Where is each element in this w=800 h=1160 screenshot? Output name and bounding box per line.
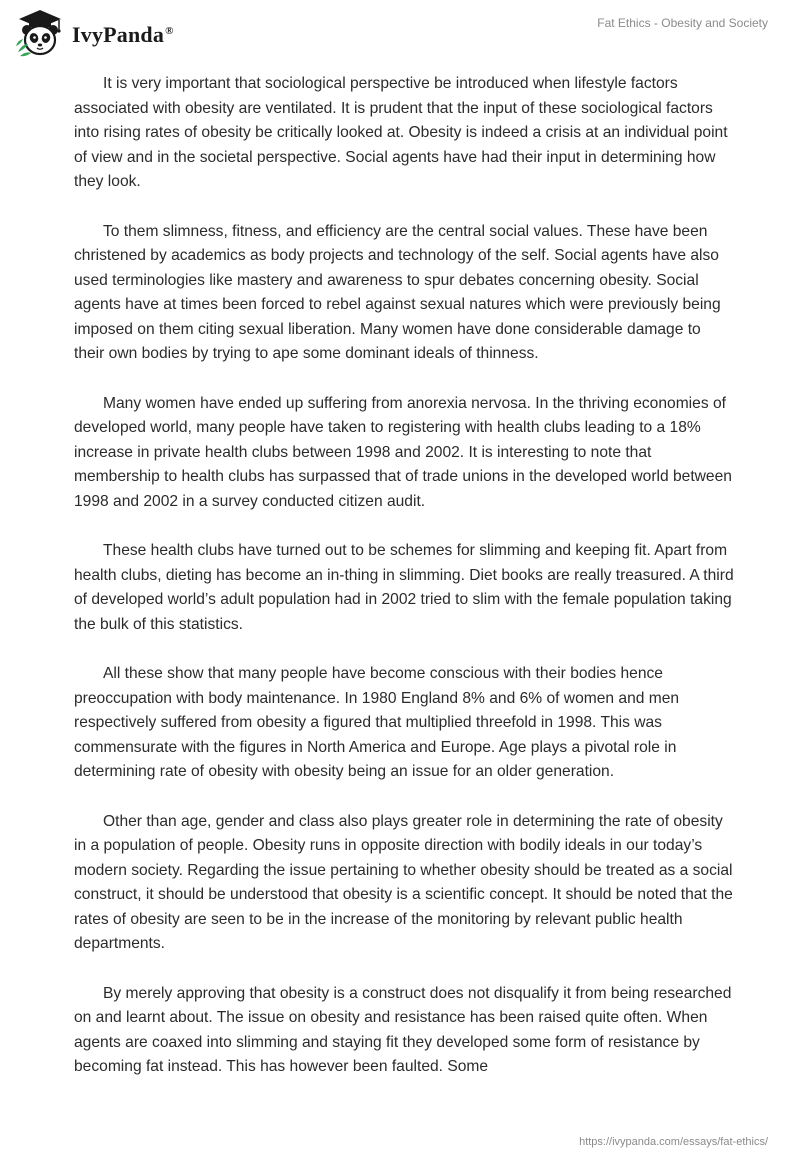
essay-paragraph: Other than age, gender and class also plays greater role in determining the rate of obesity in a population of people. Obesity runs in opposite direction with bodily ideals in our today’s modern society. Regarding the issue pertaining to whether obesity should be treated as a social construct, it should be understood that obesity is a scientific concept. It should be noted that the rates of obesity are seen to be in the increase of the monitoring by relevant public health departments. <box>74 812 733 952</box>
essay-paragraph: It is very important that sociological perspective be introduced when lifestyle factors associated with obesity are ventilated. It is prudent that the input of these sociological factors into rising rates of obesity be critically looked at. Obesity is indeed a crisis at an individual point of view and in the societal perspective. Social agents have had their input in determining how they look. <box>74 75 728 190</box>
panda-graduate-logo-icon <box>14 8 66 58</box>
essay-paragraph: To them slimness, fitness, and efficiency are the central social values. These have been christened by academics as body projects and technology of the self. Social agents have also used terminologies like mastery and awareness to spur debates concerning obesity. Social agents have at times been forced to rebel against sexual natures which were previously being imposed on them citing sexual liberation. Many women have done considerable damage to their own bodies by trying to ape some dominant ideals of thinness. <box>74 222 721 362</box>
essay-paragraph: By merely approving that obesity is a construct does not disqualify it from being researched on and learnt about. The issue on obesity and resistance has been raised quite often. When agents are coaxed into slimming and staying fit they developed some form of resistance by becoming fat instead. This has however been faulted. Some <box>74 984 732 1075</box>
essay-body <box>74 72 734 1105</box>
ivypanda-logo[interactable] <box>14 8 174 58</box>
brand-text: IvyPanda <box>72 22 165 47</box>
document-title: Fat Ethics - Obesity and Society <box>597 16 768 30</box>
registered-mark: ® <box>165 24 174 37</box>
page-header <box>0 0 800 70</box>
essay-paragraph: Many women have ended up suffering from anorexia nervosa. In the thriving economies of developed world, many people have taken to registering with health clubs leading to a 18% increase in private health clubs between 1998 and 2002. It is interesting to note that membership to health clubs has surpassed that of trade unions in the developed world between 1998 and 2002 in a survey conducted citizen audit. <box>74 394 732 510</box>
source-url-link[interactable]: https://ivypanda.com/essays/fat-ethics/ <box>579 1136 768 1148</box>
essay-paragraph: All these show that many people have become conscious with their bodies hence preoccupation with body maintenance. In 1980 England 8% and 6% of women and men respectively suffered from obesity a figured that multiplied threefold in 1998. This was commensurate with the figures in North America and Europe. Age plays a pivotal role in determining rate of obesity with obesity being an issue for an older generation. <box>74 665 680 780</box>
essay-paragraph: These health clubs have turned out to be schemes for slimming and keeping fit. Apart from health clubs, dieting has become an in-thing in slimming. Diet books are really treasured. A third of developed world’s adult population had in 2002 tried to slim with the female population taking the bulk of this statistics. <box>74 542 734 633</box>
brand-name <box>72 22 174 48</box>
